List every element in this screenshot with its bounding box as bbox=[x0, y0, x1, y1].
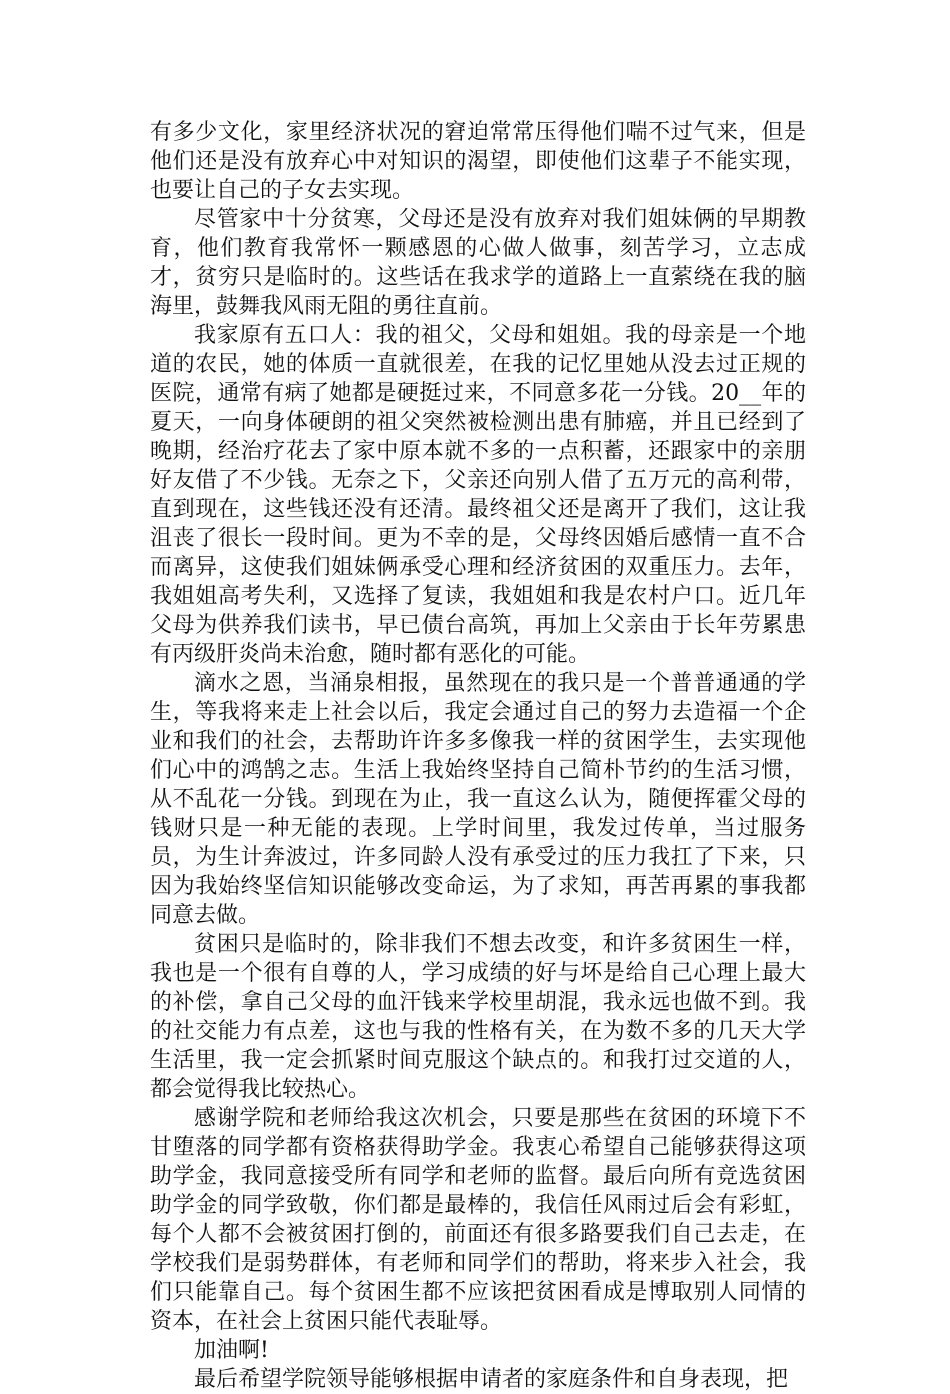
paragraph-6: 感谢学院和老师给我这次机会，只要是那些在贫困的环境下不甘堕落的同学都有资格获得助学金。我衷心希望自己能够获得这项助学金，我同意接受所有同学和老师的监督。最后向所有竞选贫困助学金的同学致敬，你们都是最棒的，我信任风雨过后会有彩虹，每个人都不会被贫困打倒的，前面还有很多路要我们自己去走，在学校我们是弱势群体，有老师和同学们的帮助，将来步入社会，我们只能靠自己。每个贫困生都不应该把贫困看成是博取别人同情的资本，在社会上贫困只能代表耻辱。 bbox=[150, 1106, 806, 1334]
document-body bbox=[150, 118, 806, 1394]
paragraph-4: 滴水之恩，当涌泉相报，虽然现在的我只是一个普普通通的学生，等我将来走上社会以后，我定会通过自己的努力去造福一个企业和我们的社会，去帮助许许多多像我一样的贫困学生，去实现他们心中的鸿鹄之志。生活上我始终坚持自己简朴节约的生活习惯，从不乱花一分钱。到现在为止，我一直这么认为，随便挥霍父母的钱财只是一种无能的表现。上学时间里，我发过传单，当过服务员，为生计奔波过，许多同龄人没有承受过的压力我扛了下来，只因为我始终坚信知识能够改变命运，为了求知，再苦再累的事我都同意去做。 bbox=[150, 671, 806, 928]
paragraph-7: 加油啊! bbox=[194, 1338, 269, 1363]
paragraph-8: 最后希望学院领导能够根据申请者的家庭条件和自身表现，把 bbox=[194, 1367, 789, 1392]
paragraph-1: 有多少文化，家里经济状况的窘迫常常压得他们喘不过气来，但是他们还是没有放弃心中对知识的渴望，即使他们这辈子不能实现，也要让自己的子女去实现。 bbox=[150, 120, 806, 203]
paragraph-2: 尽管家中十分贫寒，父母还是没有放弃对我们姐妹俩的早期教育，他们教育我常怀一颗感恩的心做人做事，刻苦学习，立志成才，贫穷只是临时的。这些话在我求学的道路上一直萦绕在我的脑海里，鼓舞我风雨无阻的勇往直前。 bbox=[150, 207, 806, 319]
paragraph-5: 贫困只是临时的，除非我们不想去改变，和许多贫困生一样，我也是一个很有自尊的人，学习成绩的好与坏是给自己心理上最大的补偿，拿自己父母的血汗钱来学校里胡混，我永远也做不到。我的社交能力有点差，这也与我的性格有关，在为数不多的几天大学生活里，我一定会抓紧时间克服这个缺点的。和我打过交道的人，都会觉得我比较热心。 bbox=[150, 932, 806, 1102]
paragraph-3: 我家原有五口人：我的祖父，父母和姐姐。我的母亲是一个地道的农民，她的体质一直就很差，在我的记忆里她从没去过正规的医院，通常有病了她都是硬挺过来，不同意多花一分钱。20__年的夏天，一向身体硬朗的祖父突然被检测出患有肺癌，并且已经到了晚期，经治疗花去了家中原本就不多的一点积蓄，还跟家中的亲朋好友借了不少钱。无奈之下，父亲还向别人借了五万元的高利带，直到现在，这些钱还没有还清。最终祖父还是离开了我们，这让我沮丧了很长一段时间。更为不幸的是，父母终因婚后感情一直不合而离异，这使我们姐妹俩承受心理和经济贫困的双重压力。去年，我姐姐高考失利，又选择了复读，我姐姐和我是农村户口。近几年父母为供养我们读书，早已债台高筑，再加上父亲由于长年劳累患有丙级肝炎尚未治愈，随时都有恶化的可能。 bbox=[150, 323, 806, 667]
